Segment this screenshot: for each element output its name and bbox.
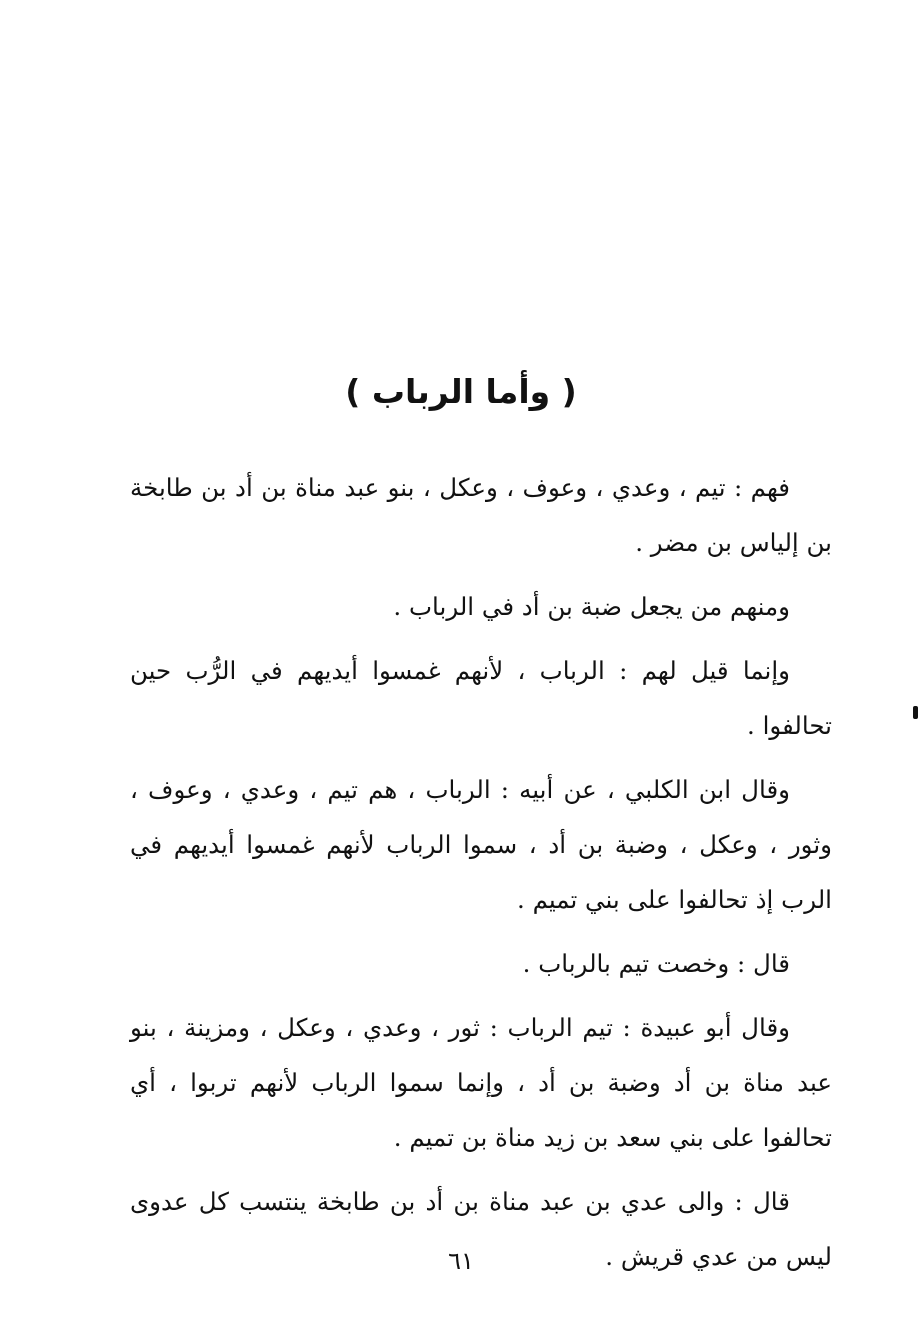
margin-mark [913,706,918,719]
section-heading: ( وأما الرباب ) [345,372,577,411]
paragraph-3: وإنما قيل لهم : الرباب ، لأنهم غمسوا أيديهم في الرُّب حين تحالفوا . [130,656,832,740]
paragraph-5: قال : وخصت تيم بالرباب . [522,949,790,978]
paragraph-6: وقال أبو عبيدة : تيم الرباب : ثور ، وعدي ، وعكل ، ومزينة ، بنو عبد مناة بن أد وضبة بن أد ، وإنما سموا الرباب لأنهم تربوا ، أي تحالفوا على بني سعد بن زيد مناة بن تميم . [130,1013,832,1152]
body-text [130,460,832,1293]
paragraph-2: ومنهم من يجعل ضبة بن أد في الرباب . [393,592,790,621]
paragraph-7: قال : والى عدي بن عبد مناة بن أد بن طابخة ينتسب كل عدوى ليس من عدي قريش . [130,1187,832,1271]
page-number: ٦١ [448,1247,474,1275]
paragraph-4: وقال ابن الكلبي ، عن أبيه : الرباب ، هم تيم ، وعدي ، وعوف ، وثور ، وعكل ، وضبة بن أد ، سموا الرباب لأنهم غمسوا أيديهم في الرب إذ تحالفوا على بني تميم . [130,775,832,914]
paragraph-1: فهم : تيم ، وعدي ، وعوف ، وعكل ، بنو عبد مناة بن أد بن طابخة بن إلياس بن مضر . [130,473,832,557]
